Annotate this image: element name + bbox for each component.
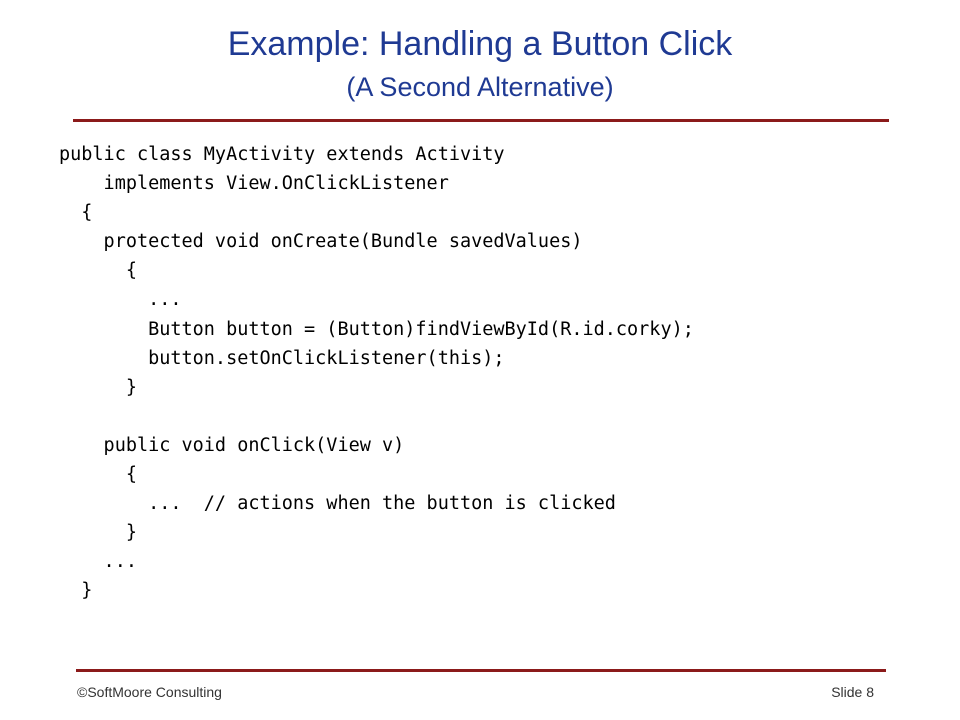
slide-title: Example: Handling a Button Click (227, 25, 733, 63)
code-line: { (59, 260, 137, 282)
footer-copyright: ©SoftMoore Consulting (77, 684, 222, 700)
slide-subtitle: (A Second Alternative) (346, 72, 614, 102)
code-line: public void onClick(View v) (59, 434, 405, 456)
code-line: Button button = (Button)findViewById(R.id.corky); (59, 318, 694, 340)
code-line: } (59, 376, 137, 398)
code-block (59, 140, 694, 606)
code-line: protected void onCreate(Bundle savedValues) (59, 231, 583, 253)
code-line: } (59, 522, 137, 544)
code-line: ... (59, 289, 182, 311)
code-line-blank (59, 402, 694, 431)
bottom-divider (76, 669, 886, 672)
code-line: } (59, 580, 93, 602)
code-line: public class MyActivity extends Activity (59, 144, 505, 165)
code-line: ... // actions when the button is clicked (59, 493, 616, 515)
code-line: ... (59, 551, 137, 573)
top-divider (73, 119, 889, 122)
code-line: implements View.OnClickListener (59, 173, 449, 195)
code-line: { (59, 202, 93, 224)
footer-slide-number: Slide 8 (831, 684, 874, 700)
code-line: { (59, 464, 137, 486)
code-line: button.setOnClickListener(this); (59, 347, 505, 369)
